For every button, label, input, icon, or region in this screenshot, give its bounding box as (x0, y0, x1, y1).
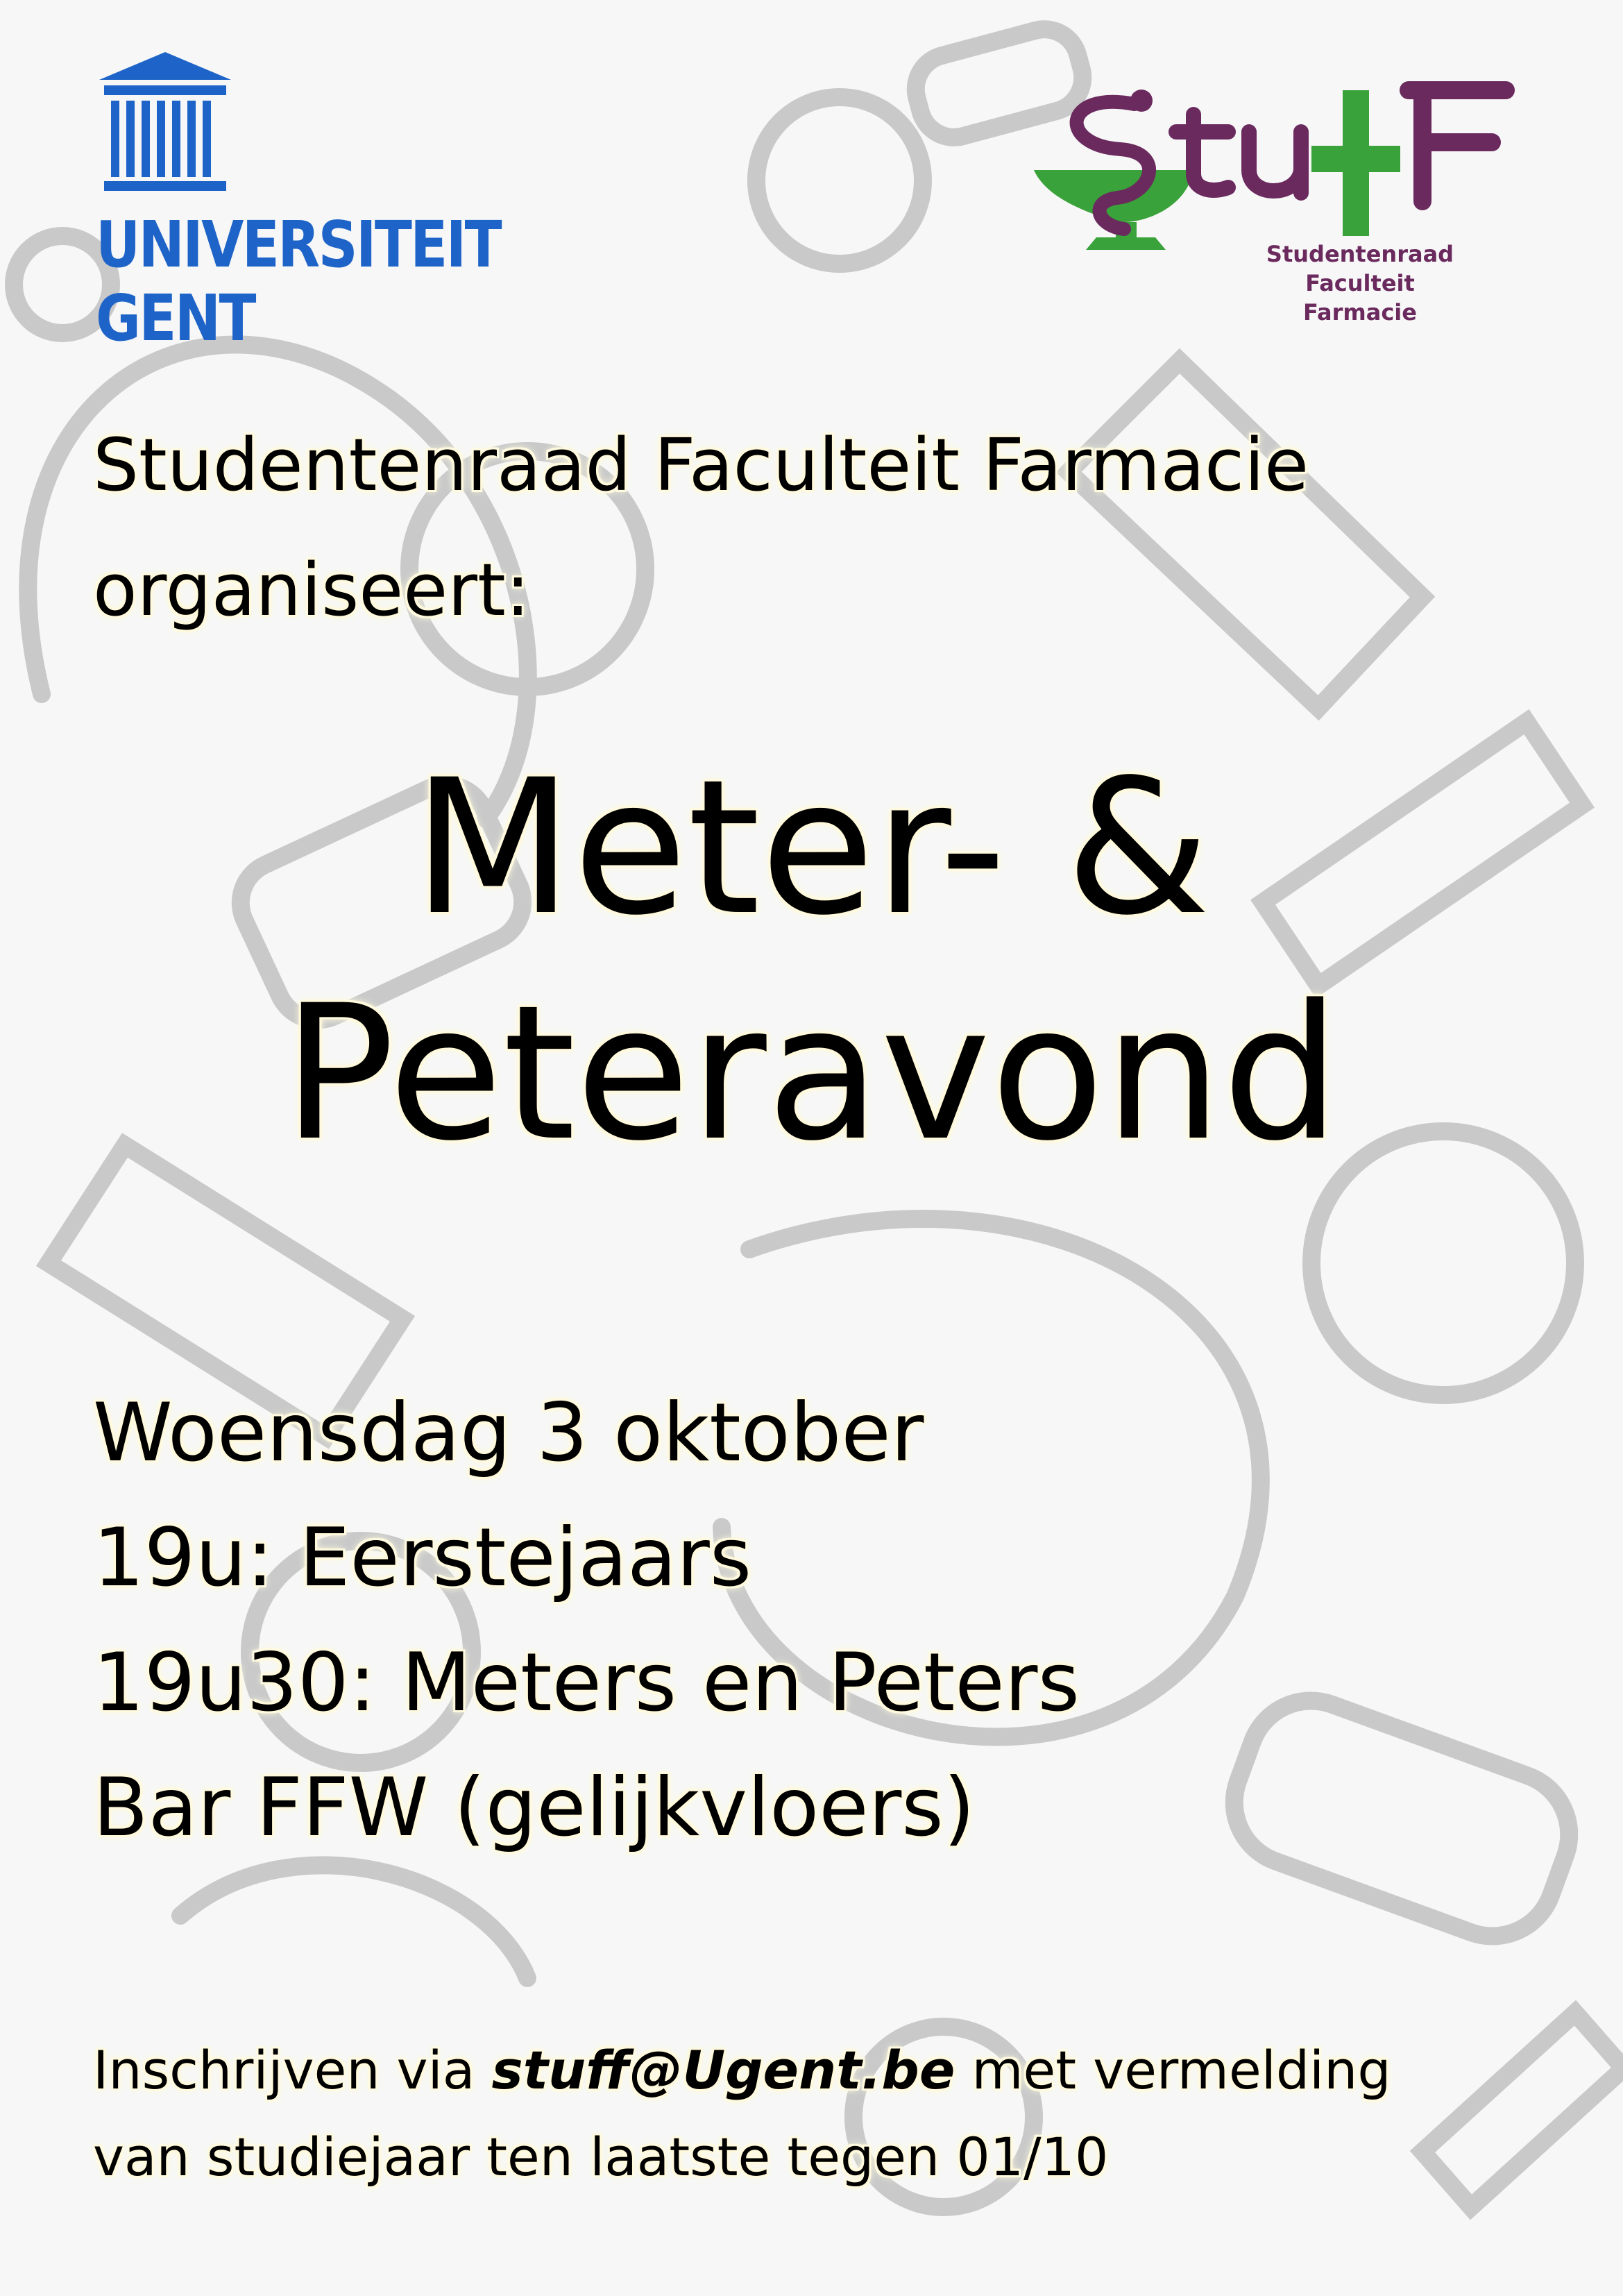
registration-deadline: van studiejaar ten laatste tegen 01/10 (93, 2126, 1109, 2188)
pharmacy-bowl-snake-icon (1020, 76, 1561, 250)
event-time-first-years: 19u: Eerstejaars (93, 1511, 752, 1605)
event-details (93, 1371, 1550, 1871)
event-location: Bar FFW (gelijkvloers) (93, 1761, 975, 1855)
event-date: Woensdag 3 oktober (93, 1386, 924, 1480)
organizer-text: Studentenraad Faculteit Farmacie organiseert: (93, 423, 1309, 632)
event-time-sponsors: 19u30: Meters en Peters (93, 1636, 1080, 1730)
ugent-wordmark: UNIVERSITEIT GENT (96, 208, 500, 355)
event-title-line1: Meter- & (412, 740, 1211, 956)
event-title (0, 736, 1623, 1187)
registration-suffix: met vermelding (955, 2039, 1391, 2101)
stuff-logo (1020, 76, 1561, 333)
ugent-logo (96, 52, 498, 357)
stuff-subtitle: Studentenraad Faculteit Farmacie (1266, 241, 1454, 326)
registration-prefix: Inschrijven via (93, 2039, 492, 2101)
event-title-line2: Peteravond (282, 965, 1341, 1182)
registration-email[interactable]: stuff@Ugent.be (491, 2039, 955, 2101)
building-columns-icon (96, 52, 235, 191)
registration-note (93, 2027, 1550, 2200)
